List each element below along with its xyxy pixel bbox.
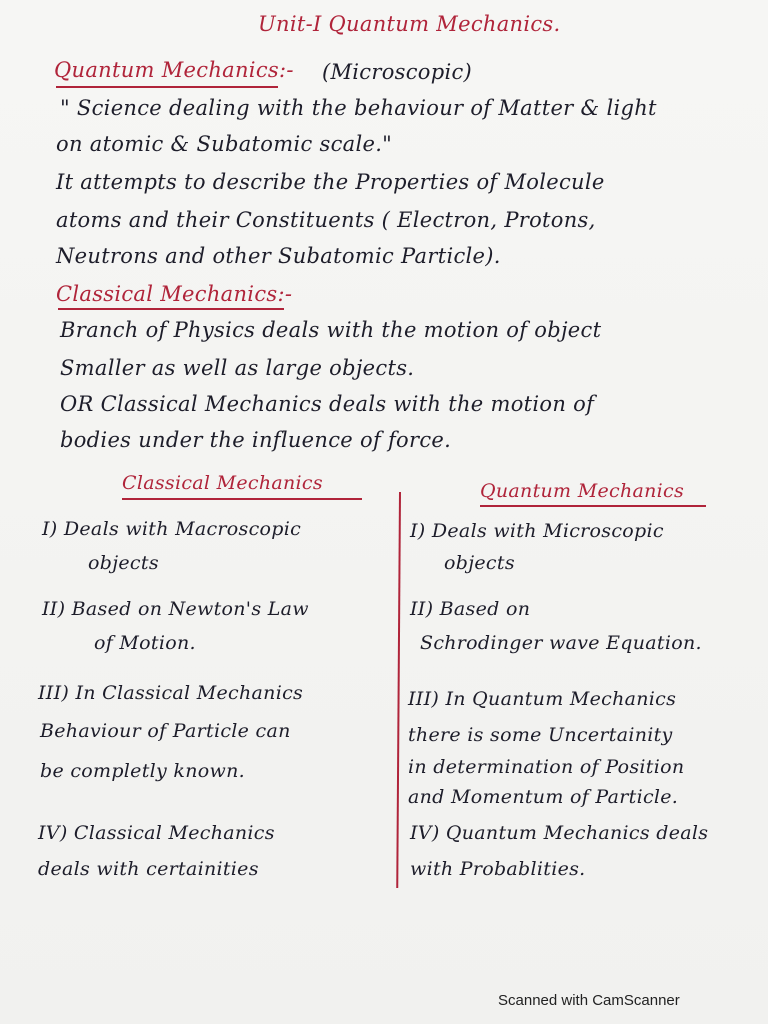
left-point-3-line-2: Behaviour of Particle can — [40, 720, 291, 742]
left-column-header-underline — [122, 498, 362, 500]
left-point-1-line-1: I) Deals with Macroscopic — [42, 518, 302, 540]
left-point-3-line-3: be completly known. — [40, 760, 245, 782]
right-point-3-line-4: and Momentum of Particle. — [408, 786, 679, 808]
left-point-4-line-1: IV) Classical Mechanics — [38, 822, 275, 844]
left-point-1-line-2: objects — [88, 552, 159, 574]
right-point-4-line-2: with Probablities. — [410, 858, 586, 880]
right-point-3-line-3: in determination of Position — [408, 756, 685, 778]
right-point-3-line-1: III) In Quantum Mechanics — [408, 688, 677, 710]
classical-heading: Classical Mechanics:- — [56, 282, 293, 306]
quantum-line-1: " Science dealing with the behaviour of Matter & light — [60, 96, 657, 120]
quantum-line-4: atoms and their Constituents ( Electron, Protons, — [56, 208, 596, 232]
right-column-header: Quantum Mechanics — [480, 480, 685, 502]
quantum-heading-note: (Microscopic) — [322, 60, 473, 84]
left-point-2-line-1: II) Based on Newton's Law — [42, 598, 309, 620]
left-point-3-line-1: III) In Classical Mechanics — [38, 682, 304, 704]
quantum-heading: Quantum Mechanics:- — [54, 58, 294, 82]
quantum-heading-underline — [56, 86, 278, 88]
right-point-3-line-2: there is some Uncertainity — [408, 724, 673, 746]
left-point-4-line-2: deals with certainities — [38, 858, 259, 880]
scanner-footer: Scanned with CamScanner — [498, 992, 680, 1009]
right-point-2-line-1: II) Based on — [410, 598, 531, 620]
classical-line-1: Branch of Physics deals with the motion of object — [60, 318, 602, 342]
quantum-line-5: Neutrons and other Subatomic Particle). — [56, 244, 501, 268]
page-title: Unit-I Quantum Mechanics. — [258, 12, 561, 36]
quantum-line-3: It attempts to describe the Properties of Molecule — [56, 170, 605, 194]
right-column-header-underline — [480, 505, 706, 507]
right-point-1-line-2: objects — [444, 552, 515, 574]
left-point-2-line-2: of Motion. — [94, 632, 196, 654]
right-point-1-line-1: I) Deals with Microscopic — [410, 520, 664, 542]
classical-line-2: Smaller as well as large objects. — [60, 356, 415, 380]
quantum-line-2: on atomic & Subatomic scale." — [56, 132, 393, 156]
classical-line-3: OR Classical Mechanics deals with the motion of — [60, 392, 595, 416]
right-point-4-line-1: IV) Quantum Mechanics deals — [410, 822, 709, 844]
left-column-header: Classical Mechanics — [122, 472, 323, 494]
right-point-2-line-2: Schrodinger wave Equation. — [420, 632, 702, 654]
classical-line-4: bodies under the influence of force. — [60, 428, 452, 452]
classical-heading-underline — [58, 308, 284, 310]
column-divider — [396, 492, 401, 888]
